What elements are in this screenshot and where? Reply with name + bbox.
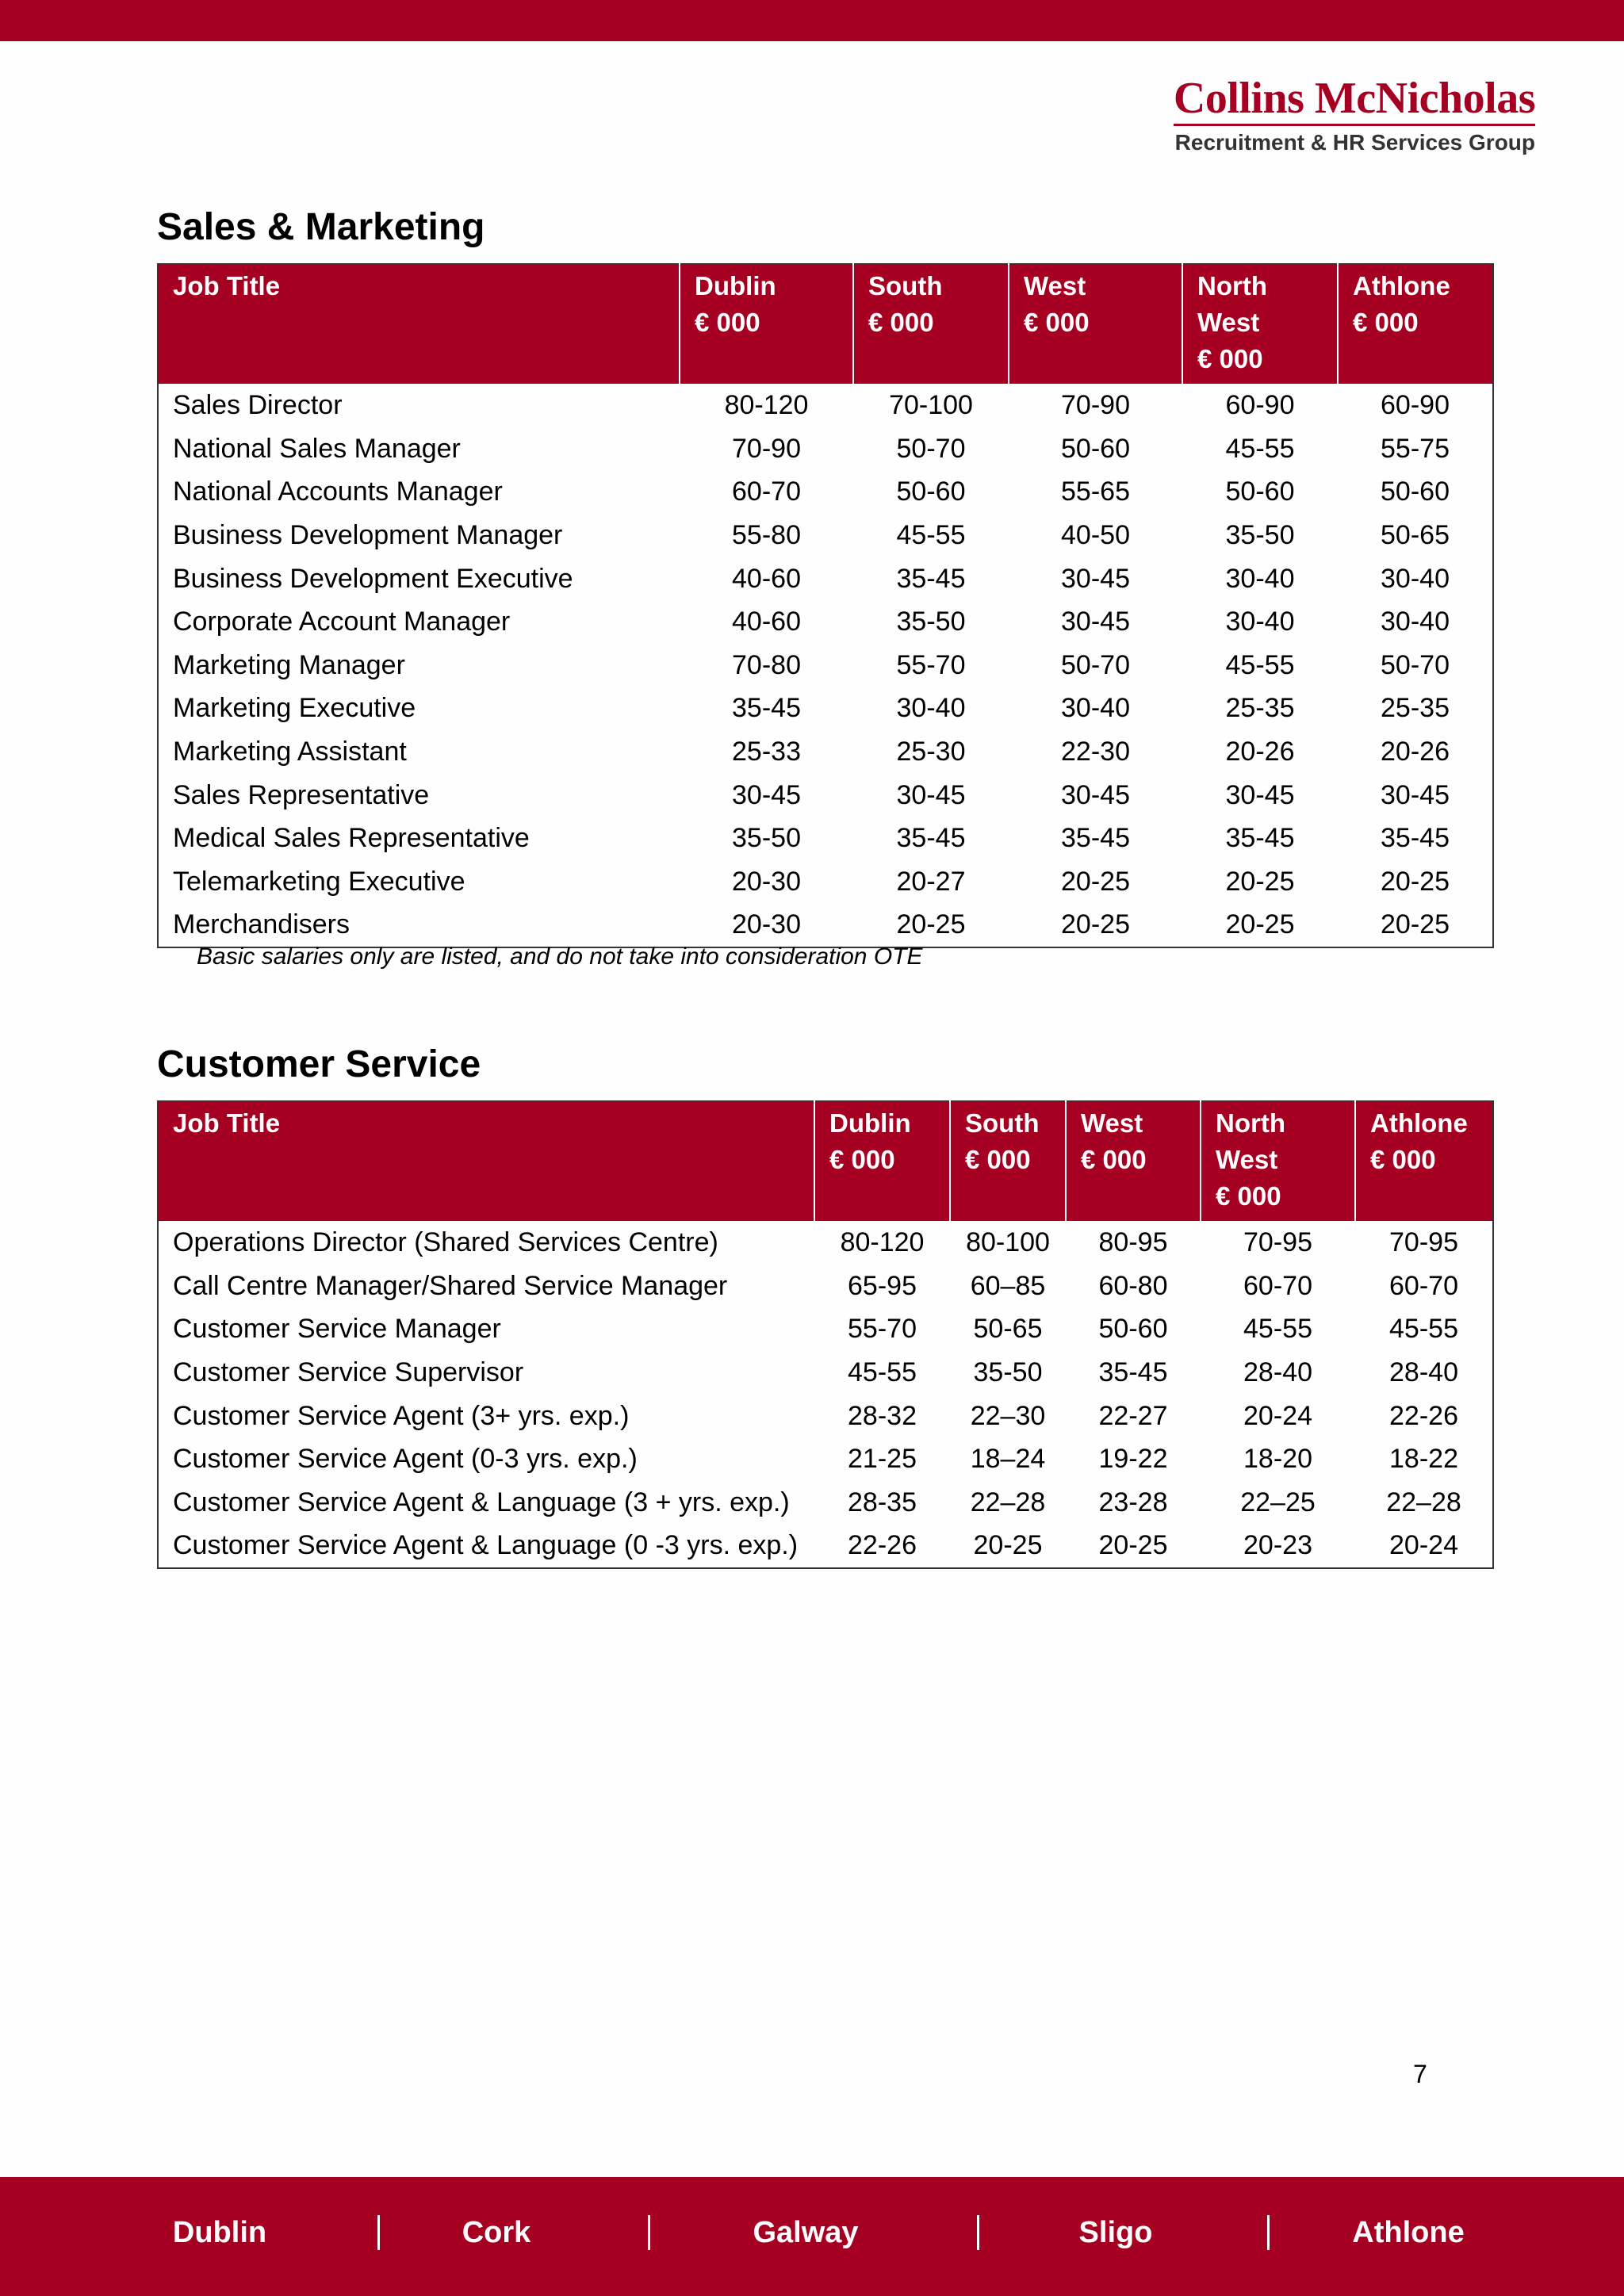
salary-cell: 45-55 [1389,1314,1458,1345]
job-title-cell: Medical Sales Representative [173,823,530,854]
table-header-row [158,264,1493,384]
salary-cell: 30-40 [1381,607,1450,637]
company-logo [1174,73,1535,156]
salary-cell: 70-90 [1061,390,1130,421]
salary-cell: 20-30 [732,866,801,897]
salary-cell: 80-120 [840,1227,925,1258]
column-header [680,264,853,384]
logo-rule [1174,124,1535,126]
salary-cell: 20-25 [973,1530,1043,1561]
table-row [158,903,1493,947]
salary-cell: 45-55 [1243,1314,1312,1345]
table-row [158,514,1493,557]
footer-bar [0,2177,1624,2296]
salary-cell: 55-70 [848,1314,917,1345]
table-row [158,1394,1493,1437]
column-header [1182,264,1338,384]
table-row [158,427,1493,471]
footer-separator [977,2215,979,2250]
column-header [1066,1101,1201,1221]
salary-cell: 50-60 [1061,433,1130,464]
job-title-cell: Customer Service Agent (3+ yrs. exp.) [173,1400,630,1431]
salary-cell: 21-25 [848,1444,917,1475]
salary-cell: 28-40 [1243,1357,1312,1388]
salary-cell: 40-60 [732,607,801,637]
job-title-cell: National Sales Manager [173,433,461,464]
footer-office-cork: Cork [462,2216,531,2249]
salary-cell: 35-45 [896,563,966,594]
salary-cell: 20-26 [1225,737,1295,767]
logo-tagline: Recruitment & HR Services Group [1174,130,1535,155]
column-header [814,1101,950,1221]
column-header-line: North [1197,271,1267,300]
page-number: 7 [1413,2060,1427,2088]
column-header-line: West [1216,1145,1278,1174]
column-header-line: West [1197,308,1260,337]
salary-cell: 22–30 [970,1400,1046,1431]
salary-cell: 20-25 [1061,866,1130,897]
salary-cell: 60-70 [1389,1270,1458,1301]
customer-service-table [157,1100,1494,1569]
salary-cell: 35-45 [896,823,966,854]
table-row [158,773,1493,817]
table-row [158,1265,1493,1308]
footer-separator [1267,2215,1270,2250]
salary-cell: 20-25 [1098,1530,1168,1561]
salary-cell: 30-40 [1381,563,1450,594]
job-title-cell: Corporate Account Manager [173,607,511,637]
salary-footnote: Basic salaries only are listed, and do not take into consideration OTE [197,943,923,970]
salary-cell: 35-45 [732,693,801,724]
salary-cell: 22-26 [848,1530,917,1561]
table-row [158,1524,1493,1568]
salary-cell: 20-25 [1061,909,1130,940]
salary-cell: 30-45 [1225,779,1295,810]
column-header-line: South [868,271,943,300]
table-row [158,817,1493,860]
salary-cell: 22–25 [1240,1487,1316,1517]
salary-cell: 18–24 [970,1444,1046,1475]
salary-cell: 20-26 [1381,737,1450,767]
table-row [158,557,1493,600]
salary-cell: 30-40 [1225,607,1295,637]
column-header-line: € 000 [829,1145,895,1174]
salary-cell: 20-25 [1381,909,1450,940]
salary-cell: 25-35 [1225,693,1295,724]
job-title-cell: Business Development Executive [173,563,573,594]
salary-cell: 50-60 [1381,476,1450,507]
footer-office-dublin: Dublin [172,2216,267,2249]
customer-service-title: Customer Service [157,1043,481,1085]
salary-cell: 80-100 [966,1227,1050,1258]
salary-cell: 30-40 [1225,563,1295,594]
salary-cell: 30-45 [1061,563,1130,594]
salary-cell: 20-24 [1389,1530,1458,1561]
sales-marketing-table [157,263,1494,948]
salary-cell: 22-27 [1098,1400,1168,1431]
salary-cell: 70-90 [732,433,801,464]
salary-cell: 28-35 [848,1487,917,1517]
salary-cell: 35-45 [1061,823,1130,854]
salary-cell: 55-70 [896,649,966,680]
salary-cell: 35-50 [732,823,801,854]
table-row [158,1481,1493,1525]
salary-cell: 28-32 [848,1400,917,1431]
salary-cell: 20-25 [896,909,966,940]
column-header-line: Athlone [1353,271,1450,300]
salary-cell: 60-70 [732,476,801,507]
salary-cell: 35-45 [1381,823,1450,854]
salary-cell: 50-65 [973,1314,1043,1345]
salary-cell: 70-80 [732,649,801,680]
column-header-line: € 000 [1081,1145,1147,1174]
footer-office-athlone: Athlone [1352,2216,1465,2249]
salary-cell: 25-35 [1381,693,1450,724]
column-header-line: Job Title [173,1108,281,1138]
column-header-line: West [1024,271,1086,300]
salary-cell: 18-20 [1243,1444,1312,1475]
salary-cell: 80-95 [1098,1227,1168,1258]
job-title-cell: Operations Director (Shared Services Centre) [173,1227,718,1258]
table-row [158,600,1493,644]
column-header [1009,264,1182,384]
column-header-line: West [1081,1108,1143,1138]
job-title-cell: Marketing Manager [173,649,405,680]
salary-cell: 30-40 [1061,693,1130,724]
salary-cell: 30-45 [896,779,966,810]
column-header-line: Job Title [173,271,281,300]
salary-cell: 30-45 [1381,779,1450,810]
footer-separator [648,2215,650,2250]
job-title-cell: Marketing Assistant [173,737,407,767]
job-title-cell: Sales Representative [173,779,430,810]
salary-cell: 35-45 [1098,1357,1168,1388]
column-header [1338,264,1493,384]
salary-cell: 20-25 [1225,909,1295,940]
table-header-row [158,1101,1493,1221]
salary-cell: 25-30 [896,737,966,767]
column-header-line: € 000 [695,308,760,337]
job-title-cell: Customer Service Manager [173,1314,501,1345]
salary-cell: 40-50 [1061,520,1130,551]
job-title-cell: Telemarketing Executive [173,866,465,897]
column-header-line: North [1216,1108,1285,1138]
job-title-cell: Customer Service Agent (0-3 yrs. exp.) [173,1444,638,1475]
salary-cell: 20-23 [1243,1530,1312,1561]
job-title-cell: Merchandisers [173,909,350,940]
job-title-cell: Business Development Manager [173,520,563,551]
column-header [950,1101,1066,1221]
salary-cell: 45-55 [896,520,966,551]
job-title-cell: National Accounts Manager [173,476,503,507]
column-header-line: € 000 [965,1145,1031,1174]
salary-cell: 30-40 [896,693,966,724]
job-title-cell: Customer Service Supervisor [173,1357,524,1388]
column-header-line: Athlone [1370,1108,1468,1138]
salary-cell: 70-95 [1389,1227,1458,1258]
salary-cell: 50-60 [1098,1314,1168,1345]
salary-cell: 20-27 [896,866,966,897]
salary-cell: 60–85 [970,1270,1046,1301]
salary-cell: 35-50 [896,607,966,637]
column-header-line: Dublin [695,271,776,300]
salary-cell: 28-40 [1389,1357,1458,1388]
top-banner [0,0,1624,41]
salary-cell: 20-24 [1243,1400,1312,1431]
job-title-cell: Marketing Executive [173,693,416,724]
salary-cell: 60-90 [1225,390,1295,421]
salary-cell: 18-22 [1389,1444,1458,1475]
salary-cell: 65-95 [848,1270,917,1301]
table-row [158,470,1493,514]
salary-cell: 25-33 [732,737,801,767]
column-header-line: € 000 [1216,1181,1281,1211]
table-row [158,687,1493,730]
column-header-line: € 000 [1370,1145,1436,1174]
salary-cell: 35-50 [1225,520,1295,551]
salary-cell: 22–28 [970,1487,1046,1517]
salary-cell: 40-60 [732,563,801,594]
column-header [1355,1101,1493,1221]
table-row [158,730,1493,774]
salary-cell: 70-95 [1243,1227,1312,1258]
salary-cell: 50-65 [1381,520,1450,551]
salary-cell: 22–28 [1386,1487,1461,1517]
logo-name: Collins McNicholas [1173,74,1535,123]
salary-cell: 50-60 [1225,476,1295,507]
salary-cell: 19-22 [1098,1444,1168,1475]
job-title-cell: Customer Service Agent & Language (3 + yrs. exp.) [173,1487,790,1517]
column-header [853,264,1009,384]
job-title-cell: Customer Service Agent & Language (0 -3 yrs. exp.) [173,1530,799,1561]
salary-cell: 22-30 [1061,737,1130,767]
salary-cell: 80-120 [724,390,809,421]
column-header-line: South [965,1108,1040,1138]
salary-cell: 45-55 [848,1357,917,1388]
sales-marketing-title: Sales & Marketing [157,206,485,248]
salary-cell: 22-26 [1389,1400,1458,1431]
salary-cell: 60-70 [1243,1270,1312,1301]
table-row [158,1437,1493,1481]
salary-cell: 20-25 [1381,866,1450,897]
column-header [158,1101,814,1221]
salary-cell: 23-28 [1098,1487,1168,1517]
salary-cell: 50-60 [896,476,966,507]
salary-cell: 45-55 [1225,649,1295,680]
column-header [158,264,680,384]
column-header-line: Dublin [829,1108,911,1138]
column-header-line: € 000 [1024,308,1090,337]
salary-cell: 60-90 [1381,390,1450,421]
footer-office-galway: Galway [753,2216,859,2249]
footer-office-sligo: Sligo [1078,2216,1153,2249]
table-row [158,384,1493,427]
table-row [158,1351,1493,1395]
table-row [158,644,1493,687]
salary-cell: 55-65 [1061,476,1130,507]
salary-cell: 20-25 [1225,866,1295,897]
salary-cell: 55-75 [1381,433,1450,464]
salary-cell: 35-45 [1225,823,1295,854]
salary-cell: 60-80 [1098,1270,1168,1301]
salary-cell: 55-80 [732,520,801,551]
job-title-cell: Call Centre Manager/Shared Service Manager [173,1270,728,1301]
salary-cell: 20-30 [732,909,801,940]
table-row [158,860,1493,904]
salary-cell: 30-45 [732,779,801,810]
salary-cell: 50-70 [1381,649,1450,680]
column-header [1201,1101,1355,1221]
salary-cell: 35-50 [973,1357,1043,1388]
table-row [158,1221,1493,1265]
column-header-line: € 000 [1197,344,1263,373]
salary-cell: 70-100 [889,390,973,421]
salary-cell: 30-45 [1061,607,1130,637]
salary-cell: 45-55 [1225,433,1295,464]
column-header-line: € 000 [868,308,934,337]
table-row [158,1307,1493,1351]
salary-cell: 30-45 [1061,779,1130,810]
job-title-cell: Sales Director [173,390,343,421]
footer-separator [377,2215,380,2250]
salary-cell: 50-70 [896,433,966,464]
column-header-line: € 000 [1353,308,1419,337]
salary-cell: 50-70 [1061,649,1130,680]
